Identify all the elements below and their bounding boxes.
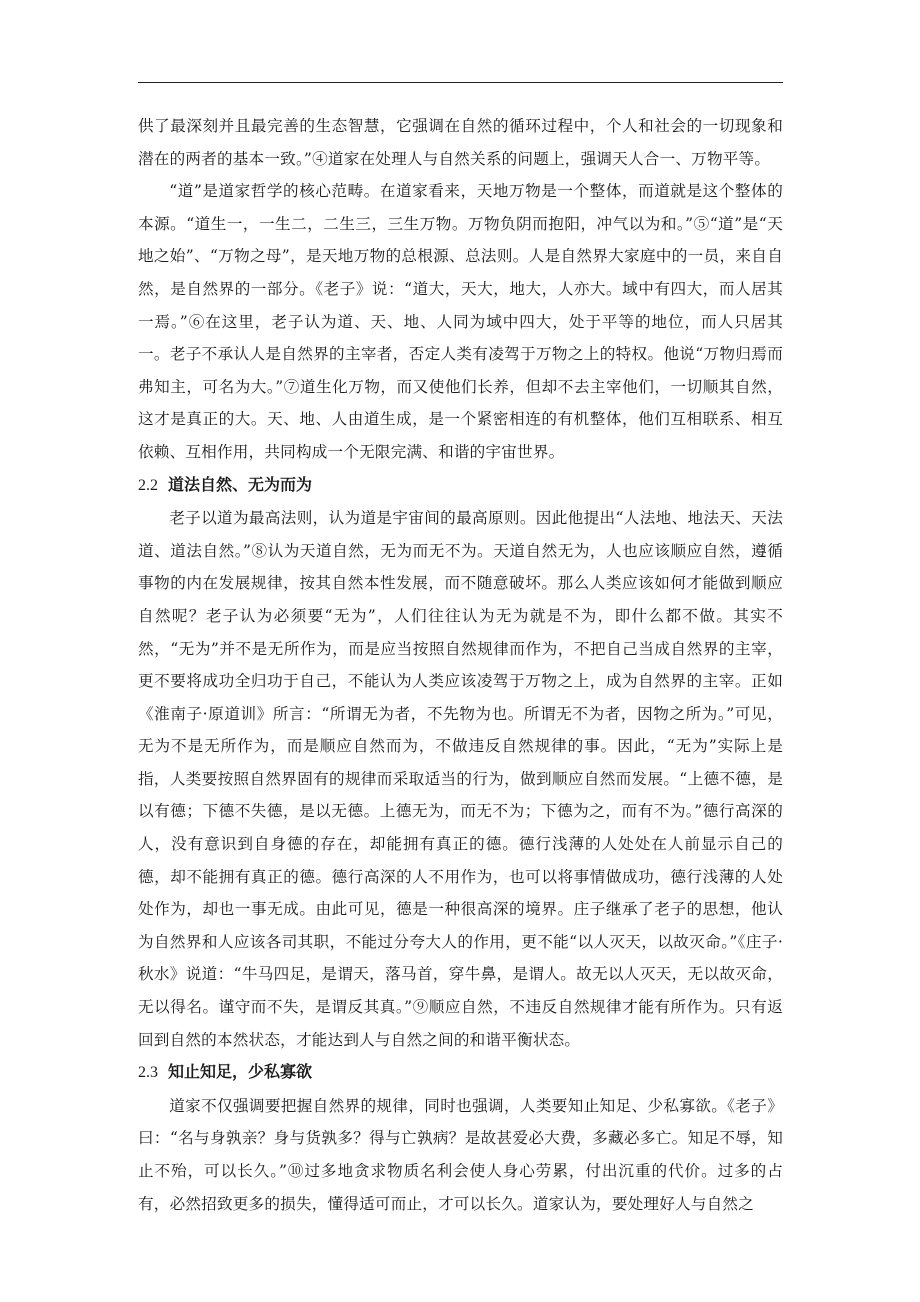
paragraph-dao-core: “道”是道家哲学的核心范畴。在道家看来，天地万物是一个整体，而道就是这个整体的本源。“道生一，一生二，二生三，三生万物。万物负阴而抱阳，冲气以为和。”⑤“道”是“天地之始”、“万物之母”，是天地万物的总根源、总法则。人是自然界大家庭中的一员，来自自然，是自然界的一部分。《老子》说：“道大，天大，地大，人亦大。域中有四大，而人居其一焉。”⑥在这里，老子认为道、天、地、人同为域中四大，处于平等的地位，而人只居其一。老子不承认人是自然界的主宰者，否定人类有凌驾于万物之上的特权。他说“万物归焉而弗知主，可名为大。”⑦道生化万物，而又使他们长养，但却不去主宰他们，一切顺其自然，这才是真正的大。天、地、人由道生成，是一个紧密相连的有机整体，他们互相联系、相互依赖、互相作用，共同构成一个无限完满、和谐的宇宙世界。 [138, 182, 783, 461]
section-number: 2.3 [138, 1064, 158, 1082]
section-title: 知止知足，少私寡欲 [168, 1062, 313, 1082]
section-title: 道法自然、无为而为 [168, 474, 313, 494]
section-number: 2.2 [138, 476, 158, 494]
section-heading-2-2 [138, 469, 783, 503]
paragraph-continued: 供了最深刻并且最完善的生态智慧，它强调在自然的循环过程中，个人和社会的一切现象和潜在的两者的基本一致。”④道家在处理人与自然关系的问题上，强调天人合一、万物平等。 [138, 117, 783, 168]
document-body [138, 110, 783, 1220]
header-rule [138, 82, 783, 83]
paragraph-contentment: 道家不仅强调要把握自然界的规律，同时也强调，人类要知止知足、少私寡欲。《老子》曰：“名与身孰亲？身与货孰多？得与亡孰病？是故甚爱必大费，多藏必多亡。知足不辱，知止不殆，可以长久。”⑩过多地贪求物质名利会使人身心劳累，付出沉重的代价。过多的占有，必然招致更多的损失，懂得适可而止，才可以长久。道家认为，要处理好人与自然之 [138, 1096, 783, 1213]
section-heading-2-3 [138, 1056, 783, 1090]
paragraph-dao-nature: 老子以道为最高法则，认为道是宇宙间的最高原则。因此他提出“人法地、地法天、天法道、道法自然。”⑧认为天道自然，无为而无不为。天道自然无为，人也应该顺应自然，遵循事物的内在发展规律，按其自然本性发展，而不随意破坏。那么人类应该如何才能做到顺应自然呢？老子认为必须要“无为”，人们往往认为无为就是不为，即什么都不做。其实不然，“无为”并不是无所作为，而是应当按照自然规律而作为，不把自己当成自然界的主宰，更不要将成功全归功于自己，不能认为人类应该凌驾于万物之上，成为自然界的主宰。正如《淮南子·原道训》所言：“所谓无为者，不先物为也。所谓无不为者，因物之所为。”可见，无为不是无所作为，而是顺应自然而为，不做违反自然规律的事。因此，“无为”实际上是指，人类要按照自然界固有的规律而采取适当的行为，做到顺应自然而发展。“上德不德，是以有德；下德不失德，是以无德。上德无为，而无不为；下德为之，而有不为。”德行高深的人，没有意识到自身德的存在，却能拥有真正的德。德行浅薄的人处处在人前显示自己的德，却不能拥有真正的德。德行高深的人不用作为，也可以将事情做成功，德行浅薄的人处处作为，却也一事无成。由此可见，德是一种很高深的境界。庄子继承了老子的思想，他认为自然界和人应该各司其职，不能过分夸大人的作用，更不能“以人灭天，以故灭命。”《庄子·秋水》说道：“牛马四足，是谓天，落马首，穿牛鼻，是谓人。故无以人灭天，无以故灭命，无以得名。谨守而不失，是谓反其真。”⑨顺应自然，不违反自然规律才能有所作为。只有返回到自然的本然状态，才能达到人与自然之间的和谐平衡状态。 [138, 509, 783, 1049]
